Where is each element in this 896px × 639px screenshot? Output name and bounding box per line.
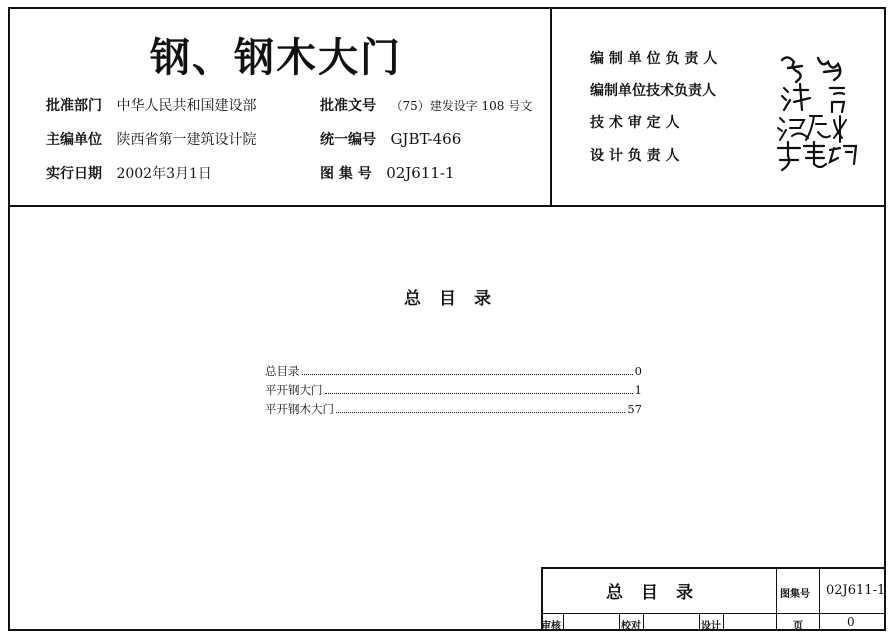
review-label: 审核 xyxy=(541,621,561,632)
approval-doc-value: （75）建发设字 108 号文 xyxy=(390,99,533,113)
unified-no-value: GJBT-466 xyxy=(390,130,462,148)
toc-item-label: 平开钢大门 xyxy=(265,383,323,397)
title-block xyxy=(541,567,886,631)
atlas-no-value: 02J611-1 xyxy=(386,164,455,182)
toc-item-label: 总目录 xyxy=(265,364,300,378)
title-block-divider xyxy=(541,613,886,614)
title-block-divider xyxy=(819,567,820,631)
effective-date-row xyxy=(46,163,212,183)
effective-date-label: 实行日期 xyxy=(46,166,102,182)
toc-title: 总目录 xyxy=(404,289,509,309)
approval-doc-label: 批准文号 xyxy=(320,98,376,114)
approval-dept-row xyxy=(46,95,256,115)
title-block-divider xyxy=(643,613,644,631)
signature-4 xyxy=(774,138,864,174)
title-block-divider xyxy=(619,613,620,631)
header-divider xyxy=(8,205,886,207)
atlas-no-label: 图 集 号 xyxy=(320,166,372,182)
atlas-no-row xyxy=(320,163,455,183)
effective-date-value: 2002年3月1日 xyxy=(116,166,212,182)
design-label: 设计 xyxy=(701,621,721,632)
title-block-main-title: 总目录 xyxy=(606,582,711,603)
title-block-divider xyxy=(699,613,700,631)
header-vertical-divider xyxy=(550,7,552,207)
check-label: 校对 xyxy=(621,621,641,632)
design-head-label: 设 计 负 责 人 xyxy=(590,148,680,164)
approval-dept-label: 批准部门 xyxy=(46,98,102,114)
toc-item[interactable] xyxy=(265,401,642,420)
tech-reviewer-label: 技 术 审 定 人 xyxy=(590,115,680,131)
toc-item-page: 57 xyxy=(627,402,642,416)
chief-editor-value: 陕西省第一建筑设计院 xyxy=(116,132,257,148)
tech-head-label: 编制单位技术负责人 xyxy=(590,83,716,99)
toc-list xyxy=(265,363,642,420)
page-number: 0 xyxy=(847,615,855,629)
toc-item-page: 0 xyxy=(634,364,642,378)
unified-no-label: 统一编号 xyxy=(320,132,376,148)
approval-dept-value: 中华人民共和国建设部 xyxy=(116,98,257,114)
toc-leader-dots xyxy=(302,374,633,375)
title-block-divider xyxy=(776,567,777,631)
document-title: 钢、钢木大门 xyxy=(150,35,402,81)
toc-item[interactable] xyxy=(265,363,642,382)
compiler-head-label: 编 制 单 位 负 责 人 xyxy=(590,51,718,67)
toc-leader-dots xyxy=(325,393,633,394)
approval-doc-row xyxy=(320,95,532,115)
toc-leader-dots xyxy=(336,412,625,413)
atlas-label: 图集号 xyxy=(780,589,810,600)
unified-no-row xyxy=(320,129,461,149)
title-block-divider xyxy=(723,613,724,631)
title-block-divider xyxy=(563,613,564,631)
toc-item[interactable] xyxy=(265,382,642,401)
atlas-number: 02J611-1 xyxy=(826,583,886,598)
chief-editor-row xyxy=(46,129,256,149)
page-label: 页 xyxy=(793,621,803,632)
toc-item-page: 1 xyxy=(634,383,642,397)
toc-item-label: 平开钢木大门 xyxy=(265,402,334,416)
chief-editor-label: 主编单位 xyxy=(46,132,102,148)
